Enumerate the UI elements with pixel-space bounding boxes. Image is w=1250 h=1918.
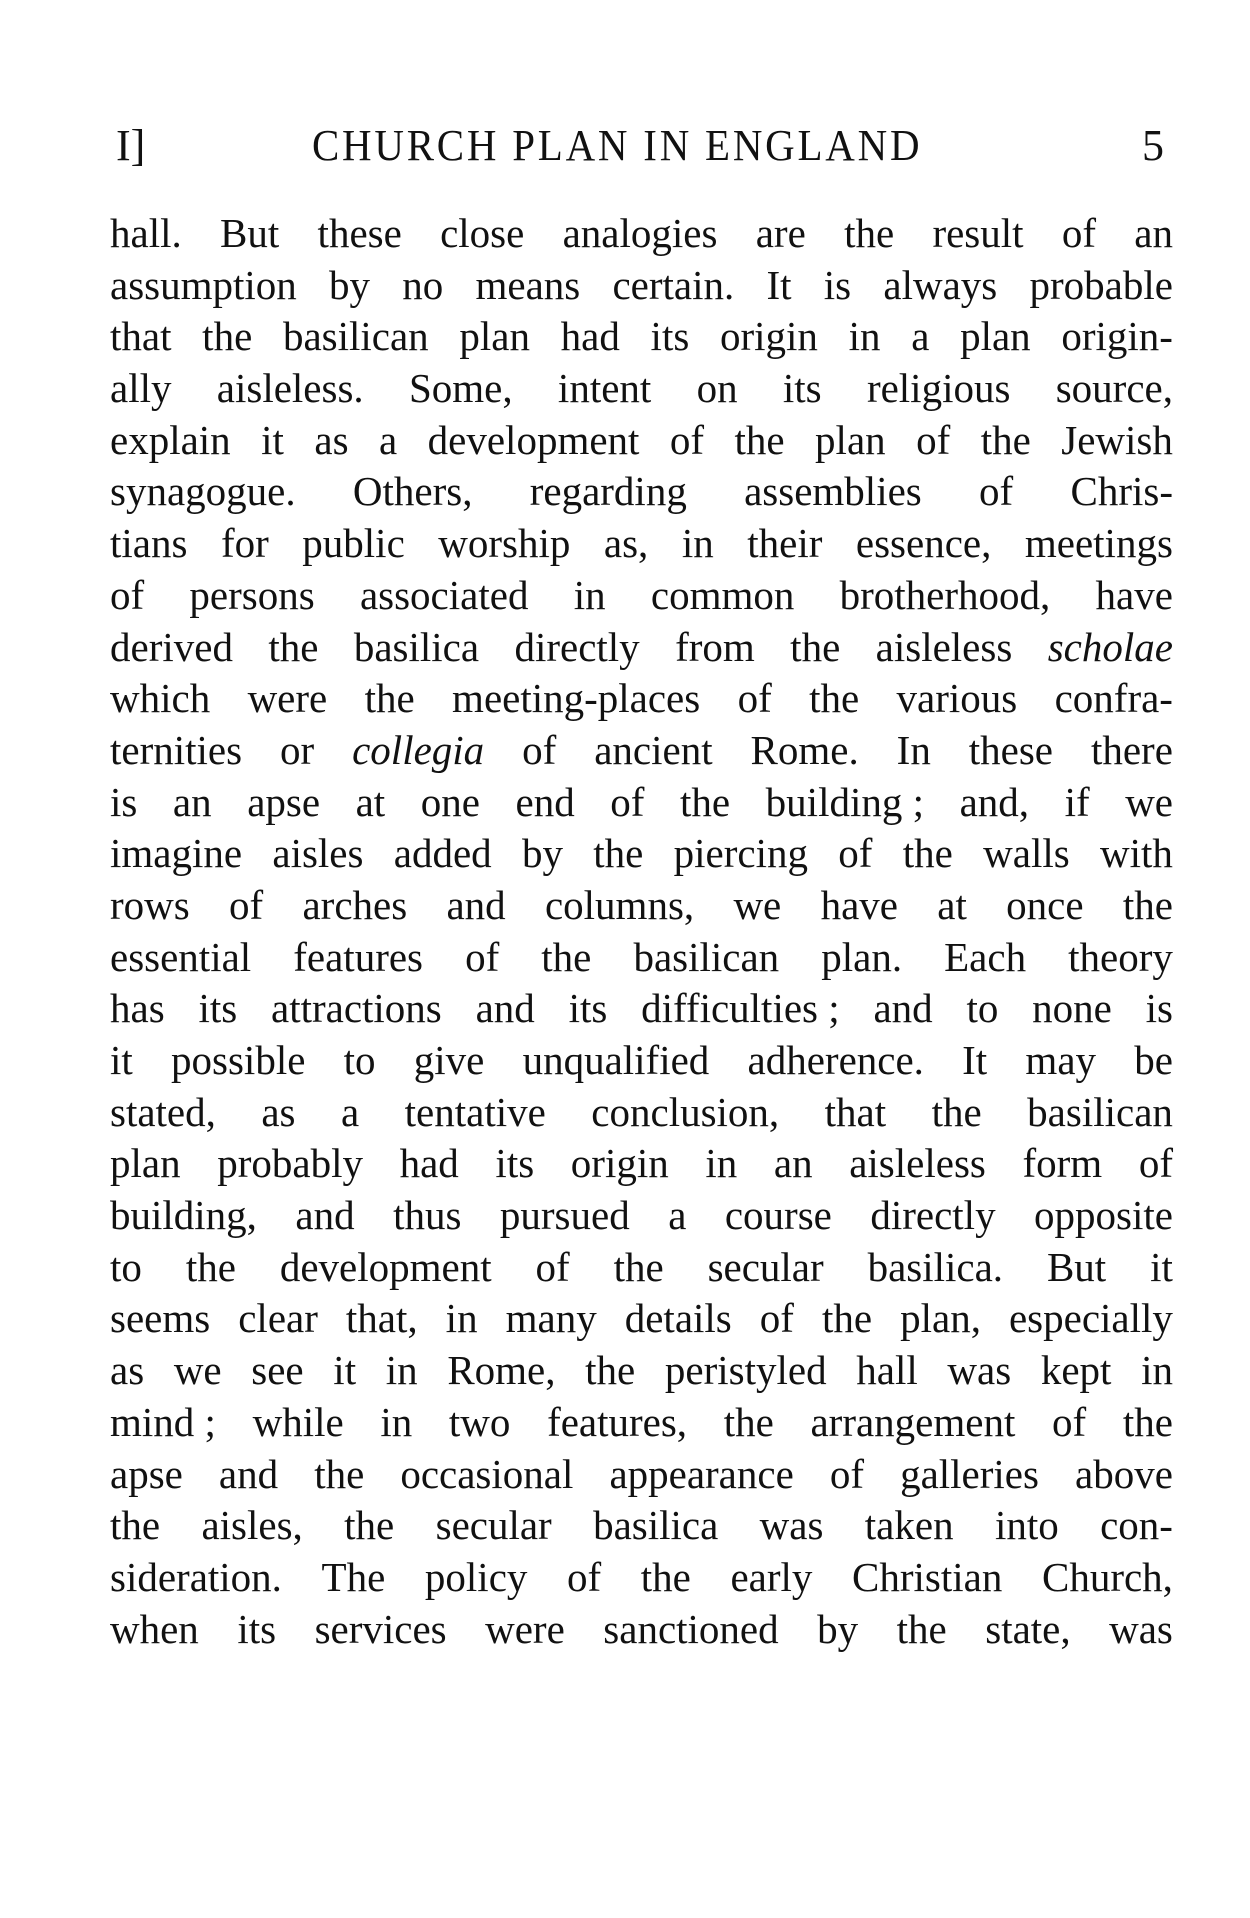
word: analogies <box>562 210 718 256</box>
word: Each <box>944 933 1027 980</box>
word: various <box>896 675 1018 722</box>
text-line <box>110 1087 1173 1139</box>
word: confra- <box>1054 675 1173 722</box>
word: tentative <box>404 1088 546 1135</box>
word: a <box>911 313 930 360</box>
word: associated <box>359 571 529 618</box>
word: and <box>873 985 933 1032</box>
word: the <box>980 416 1031 463</box>
word: its <box>198 985 238 1032</box>
word: sideration. <box>110 1553 282 1600</box>
word: ancient <box>594 726 713 773</box>
word: possible <box>171 1037 306 1083</box>
word: rows <box>110 881 190 928</box>
word: derived <box>110 623 233 670</box>
word: by <box>521 830 563 877</box>
body-paragraph <box>110 208 1173 1655</box>
word: taken <box>864 1502 954 1549</box>
word: unqualified <box>522 1037 710 1083</box>
word: plan <box>815 416 886 463</box>
word: many <box>505 1295 597 1342</box>
word: the <box>364 675 415 722</box>
text-line <box>110 828 1173 880</box>
word: Rome. <box>750 726 859 773</box>
word: were <box>247 675 328 722</box>
word: of <box>522 726 557 773</box>
word: a <box>668 1192 687 1239</box>
word: the <box>1122 881 1173 928</box>
word: was <box>947 1347 1012 1394</box>
word: probable <box>1029 261 1173 308</box>
word: that, <box>345 1295 418 1342</box>
word: in <box>848 313 881 360</box>
word: were <box>485 1605 565 1652</box>
word: while <box>252 1398 344 1445</box>
word: and <box>475 985 535 1032</box>
word: The <box>321 1553 386 1600</box>
text-line <box>110 570 1173 622</box>
word: clear <box>238 1295 318 1342</box>
word: that <box>824 1088 887 1135</box>
word: features <box>293 933 423 980</box>
word: by <box>817 1605 859 1652</box>
text-line <box>110 518 1173 570</box>
word: of <box>979 468 1014 515</box>
word: when <box>110 1605 199 1652</box>
word: Christian <box>852 1553 1003 1600</box>
word: to <box>110 1243 142 1290</box>
word: an <box>773 1140 813 1187</box>
word: there <box>1090 726 1173 773</box>
word: intent <box>557 365 652 412</box>
word: in <box>681 520 714 567</box>
word: Others, <box>352 468 473 515</box>
word: especially <box>1008 1295 1173 1342</box>
text-line <box>110 1397 1173 1449</box>
word: form <box>1022 1140 1103 1187</box>
text-line <box>110 1345 1173 1397</box>
word: meeting-places <box>452 675 701 722</box>
word: from <box>675 623 755 670</box>
word: ally <box>110 365 172 412</box>
italic-word: collegia <box>352 726 485 773</box>
word: But <box>1046 1243 1107 1290</box>
word: an <box>172 778 212 825</box>
word: in <box>1141 1347 1173 1394</box>
word: its <box>568 985 608 1032</box>
word: as <box>110 1347 145 1394</box>
running-title: CHURCH PLAN IN ENGLAND <box>311 121 923 170</box>
word: is <box>110 778 138 825</box>
word: It <box>962 1037 988 1083</box>
word: the <box>723 1398 774 1445</box>
word: certain. <box>612 261 735 308</box>
word: galleries <box>900 1450 1039 1497</box>
word: it <box>333 1347 357 1394</box>
word: hall. <box>110 210 182 256</box>
word: none <box>1032 985 1112 1032</box>
word: these <box>968 726 1054 773</box>
word: the <box>314 1450 365 1497</box>
word: these <box>317 210 402 256</box>
word: apse <box>110 1450 183 1497</box>
word: the <box>821 1295 873 1342</box>
page-number: 5 <box>1142 121 1164 170</box>
word: explain <box>110 416 231 463</box>
word: was <box>759 1502 824 1549</box>
word: origin- <box>1061 313 1173 360</box>
word: aisleless <box>875 623 1013 670</box>
word: no <box>402 261 444 308</box>
word: source, <box>1055 365 1173 412</box>
word: close <box>440 210 525 256</box>
word: theory <box>1068 933 1173 980</box>
word: see <box>251 1347 304 1394</box>
word: the <box>790 623 841 670</box>
word: difficulties ; <box>641 985 840 1032</box>
word: and, <box>959 778 1030 825</box>
text-line <box>110 777 1173 829</box>
word: aisleless <box>849 1140 986 1187</box>
word: It <box>766 261 792 308</box>
word: the <box>896 1605 947 1652</box>
word: as <box>261 1088 296 1135</box>
text-line <box>110 880 1173 932</box>
word: basilican <box>282 313 429 360</box>
word: the <box>185 1243 236 1290</box>
word: worship <box>438 520 571 567</box>
word: it <box>261 416 284 463</box>
word: we <box>173 1347 222 1394</box>
word: of <box>916 416 951 463</box>
word: plan, <box>900 1295 981 1342</box>
word: in <box>385 1347 418 1394</box>
text-line <box>110 1500 1173 1552</box>
word: that <box>110 313 172 360</box>
word: at <box>355 778 386 825</box>
word: the <box>931 1088 982 1135</box>
word: of <box>567 1553 602 1600</box>
text-line <box>110 1190 1173 1242</box>
word: it <box>1150 1243 1173 1290</box>
word: the <box>593 830 644 877</box>
word: of <box>610 778 645 825</box>
word: aisles, <box>201 1502 303 1549</box>
word: has <box>110 985 165 1032</box>
text-line <box>110 725 1173 777</box>
text-line <box>110 1293 1173 1345</box>
word: the <box>844 210 895 256</box>
word: of <box>1052 1398 1087 1445</box>
word: into <box>994 1502 1059 1549</box>
word: are <box>755 210 806 256</box>
running-head <box>114 122 1174 170</box>
word: the <box>202 313 253 360</box>
word: a <box>379 416 398 463</box>
word: occasional <box>400 1450 574 1497</box>
word: of <box>759 1295 794 1342</box>
word: brotherhood, <box>839 571 1051 618</box>
word: was <box>1109 1605 1173 1652</box>
word: the <box>268 623 319 670</box>
word: in <box>380 1398 413 1445</box>
word: apse <box>247 778 321 825</box>
text-line <box>110 311 1173 363</box>
word: imagine <box>110 830 243 877</box>
word: essential <box>110 933 252 980</box>
word: its <box>237 1605 277 1652</box>
word: have <box>820 881 898 928</box>
word: thus <box>393 1192 462 1239</box>
word: above <box>1075 1450 1173 1497</box>
text-line <box>110 1552 1173 1604</box>
word: meetings <box>1024 520 1173 567</box>
word: and <box>446 881 506 928</box>
word: religious <box>866 365 1011 412</box>
word: its <box>495 1140 535 1187</box>
word: of <box>829 1450 864 1497</box>
word: their <box>747 520 823 567</box>
word: as <box>314 416 349 463</box>
word: origin <box>570 1140 669 1187</box>
word: probably <box>217 1140 363 1187</box>
word: arrangement <box>810 1398 1016 1445</box>
word: persons <box>189 571 315 618</box>
italic-word: scholae <box>1047 623 1173 670</box>
word: or <box>280 726 315 773</box>
word: origin <box>719 313 818 360</box>
text-line <box>110 466 1173 518</box>
word: end <box>515 778 575 825</box>
word: plan. <box>821 933 903 980</box>
word: the <box>110 1502 161 1549</box>
word: secular <box>435 1502 552 1549</box>
word: for <box>220 520 269 567</box>
word: the <box>541 933 592 980</box>
word: of <box>229 881 264 928</box>
word: opposite <box>1034 1192 1173 1239</box>
word: seems <box>110 1295 211 1342</box>
word: course <box>724 1192 832 1239</box>
word: result <box>932 210 1024 256</box>
word: building, <box>110 1192 257 1239</box>
word: aisleless. <box>216 365 364 412</box>
word: may <box>1025 1037 1097 1083</box>
word: we <box>1125 778 1173 825</box>
word: the <box>1122 1398 1173 1445</box>
text-line <box>110 208 1173 260</box>
word: peristyled <box>664 1347 827 1394</box>
word: the <box>344 1502 395 1549</box>
word: we <box>733 881 782 928</box>
word: and <box>218 1450 279 1497</box>
word: attractions <box>271 985 442 1032</box>
word: an <box>1134 210 1173 256</box>
word: give <box>413 1037 485 1083</box>
word: walls <box>983 830 1070 877</box>
word: policy <box>424 1553 528 1600</box>
word: of <box>669 416 705 463</box>
word: secular <box>707 1243 824 1290</box>
word: in <box>573 571 606 618</box>
word: Some, <box>408 365 513 412</box>
word: is <box>823 261 852 308</box>
word: be <box>1134 1037 1173 1083</box>
word: mind ; <box>110 1398 216 1445</box>
word: in <box>705 1140 738 1187</box>
word: basilican <box>633 933 780 980</box>
word: of <box>1138 1140 1173 1187</box>
word: columns, <box>544 881 695 928</box>
word: of <box>838 830 873 877</box>
word: basilica. <box>867 1243 1004 1290</box>
word: con- <box>1100 1502 1173 1549</box>
word: But <box>220 210 280 256</box>
word: building ; <box>765 778 924 825</box>
word: tians <box>110 520 188 567</box>
word: added <box>393 830 492 877</box>
word: of <box>737 675 772 722</box>
word: had <box>399 1140 459 1187</box>
word: state, <box>985 1605 1071 1652</box>
word: have <box>1095 571 1173 618</box>
text-line <box>110 673 1173 725</box>
word: by <box>329 261 371 308</box>
word: early <box>730 1553 813 1600</box>
word: development <box>427 416 640 463</box>
word: appearance <box>609 1450 794 1497</box>
text-line <box>110 622 1173 674</box>
word: regarding <box>529 468 687 515</box>
word: Jewish <box>1061 416 1173 463</box>
word: plan <box>110 1140 181 1187</box>
word: at <box>937 881 967 928</box>
word: pursued <box>499 1192 630 1239</box>
word: always <box>883 261 998 308</box>
word: common <box>650 571 795 618</box>
word: one <box>420 778 480 825</box>
word: in <box>445 1295 478 1342</box>
text-line <box>110 260 1173 312</box>
word: once <box>1006 881 1084 928</box>
text-line <box>110 1604 1173 1656</box>
word: hall <box>856 1347 918 1394</box>
word: its <box>650 313 690 360</box>
word: of <box>465 933 500 980</box>
word: is <box>1145 985 1173 1032</box>
word: development <box>279 1243 492 1290</box>
word: plan <box>960 313 1031 360</box>
word: the <box>734 416 785 463</box>
word: directly <box>870 1192 996 1239</box>
word: on <box>696 365 738 412</box>
word: to <box>966 985 999 1032</box>
text-line <box>110 415 1173 467</box>
chapter-number: I] <box>116 121 146 170</box>
word: and <box>295 1192 355 1239</box>
word: its <box>782 365 822 412</box>
word: basilican <box>1027 1088 1173 1135</box>
word: the <box>809 675 860 722</box>
word: means <box>475 261 581 308</box>
word: which <box>110 675 211 722</box>
word: features, <box>547 1398 688 1445</box>
text-line <box>110 1242 1173 1294</box>
word: Rome, <box>447 1347 556 1394</box>
text-line <box>110 363 1173 415</box>
word: assumption <box>110 261 297 308</box>
word: assemblies <box>744 468 922 515</box>
word: kept <box>1040 1347 1112 1394</box>
text-line <box>110 1138 1173 1190</box>
word: basilica <box>353 623 480 670</box>
word: had <box>560 313 620 360</box>
word: basilica <box>593 1502 719 1549</box>
word: of <box>110 571 145 618</box>
word: it <box>110 1037 133 1083</box>
text-line <box>110 932 1173 984</box>
word: adherence. <box>747 1037 924 1083</box>
word: Church, <box>1041 1553 1173 1600</box>
word: with <box>1099 830 1173 877</box>
text-line <box>110 983 1173 1035</box>
word: piercing <box>673 830 808 877</box>
word: the <box>613 1243 664 1290</box>
word: conclusion, <box>591 1088 780 1135</box>
word: aisles <box>272 830 364 877</box>
word: the <box>902 830 953 877</box>
word: to <box>343 1037 376 1083</box>
word: of <box>535 1243 570 1290</box>
word: details <box>624 1295 732 1342</box>
word: sanctioned <box>603 1605 779 1652</box>
word: Chris- <box>1070 468 1173 515</box>
word: if <box>1064 778 1090 825</box>
word: services <box>314 1605 447 1652</box>
word: directly <box>514 623 640 670</box>
word: synagogue. <box>110 468 296 515</box>
text-line <box>110 1449 1173 1501</box>
word: ternities <box>110 726 243 773</box>
word: arches <box>302 881 408 928</box>
word: essence, <box>855 520 992 567</box>
word: as, <box>603 520 649 567</box>
word: two <box>448 1398 511 1445</box>
word: the <box>640 1553 691 1600</box>
word: the <box>585 1347 636 1394</box>
word: the <box>680 778 731 825</box>
word: In <box>896 726 931 773</box>
word: a <box>340 1088 360 1135</box>
word: of <box>1061 210 1096 256</box>
word: stated, <box>110 1088 216 1135</box>
word: plan <box>459 313 530 360</box>
word: public <box>302 520 405 567</box>
text-line <box>110 1035 1173 1087</box>
